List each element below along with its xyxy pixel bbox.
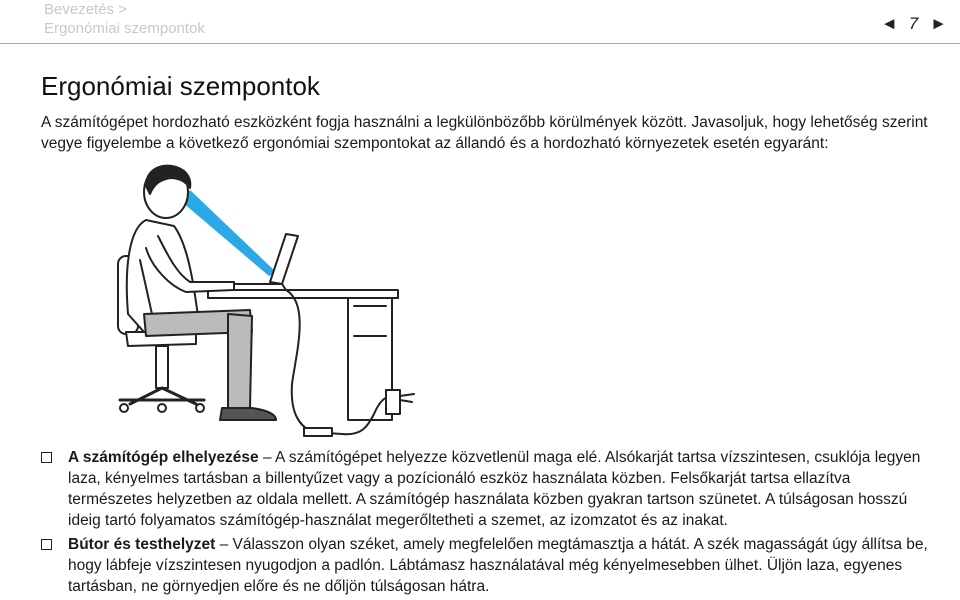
checkbox-bullet-icon [41, 539, 52, 550]
intro-paragraph: A számítógépet hordozható eszközként fogja használni a legkülönbözőbb körülmények között. Javasoljuk, hogy lehetőség szerint vegye figyelembe a következő ergonómiai szempontokat az állandó és a hordozható környezetek esetén egyaránt: [41, 114, 928, 152]
page-number: 7 [908, 14, 919, 33]
breadcrumb [44, 0, 205, 38]
power-adapter [304, 428, 332, 436]
list-item-term: Bútor és testhelyzet [68, 536, 216, 553]
wall-socket [386, 390, 400, 414]
list-item [41, 447, 931, 531]
breadcrumb-parent-link[interactable]: Bevezetés > [44, 1, 127, 18]
previous-page-icon[interactable]: ◄ [880, 14, 897, 33]
ergonomic-posture-illustration [100, 164, 520, 446]
desk-top [208, 290, 398, 298]
breadcrumb-current: Ergonómiai szempontok [44, 20, 205, 37]
list-item-term: A számítógép elhelyezése [68, 449, 259, 466]
screen-view-beam [182, 190, 276, 276]
recommendation-list [41, 447, 931, 600]
list-item-text: – A számítógépet helyezze közvetlenül maga elé. Alsókarját tartsa vízszintesen, csuklója legyen laza, kényelmes tartásban a billentyűzet vagy a pozícionáló eszköz használata közben. Felsőkarját tartsa ellazítva természetes helyzetben az oldala mellett. A számítógép használata közben gyakran tartson szünetet. A túlságosan hosszú ideig tartó folyamatos számítógép-használat megerőltetheti a szemet, az izomzatot és az inakat. [68, 449, 921, 529]
list-item [41, 534, 931, 597]
checkbox-bullet-icon [41, 452, 52, 463]
person-lower-leg [228, 314, 252, 408]
page-title: Ergonómiai szempontok [41, 71, 320, 101]
next-page-icon[interactable]: ► [930, 14, 946, 33]
person-shoe [220, 408, 276, 420]
header-divider [0, 43, 960, 44]
chair-base [120, 388, 204, 404]
page-navigation [881, 14, 946, 34]
list-item-text: – Válasszon olyan széket, amely megfelelően megtámasztja a hátát. A szék magasságát úgy állítsa be, hogy lábfeje vízszintesen nyugodjon a padlón. Lábtámasz használatával még kényelmesebben ülhet. Üljön laza, egyenes tartásban, ne görnyedjen előre és ne dőljön túlságosan hátra. [68, 536, 928, 595]
laptop-screen [270, 234, 298, 284]
